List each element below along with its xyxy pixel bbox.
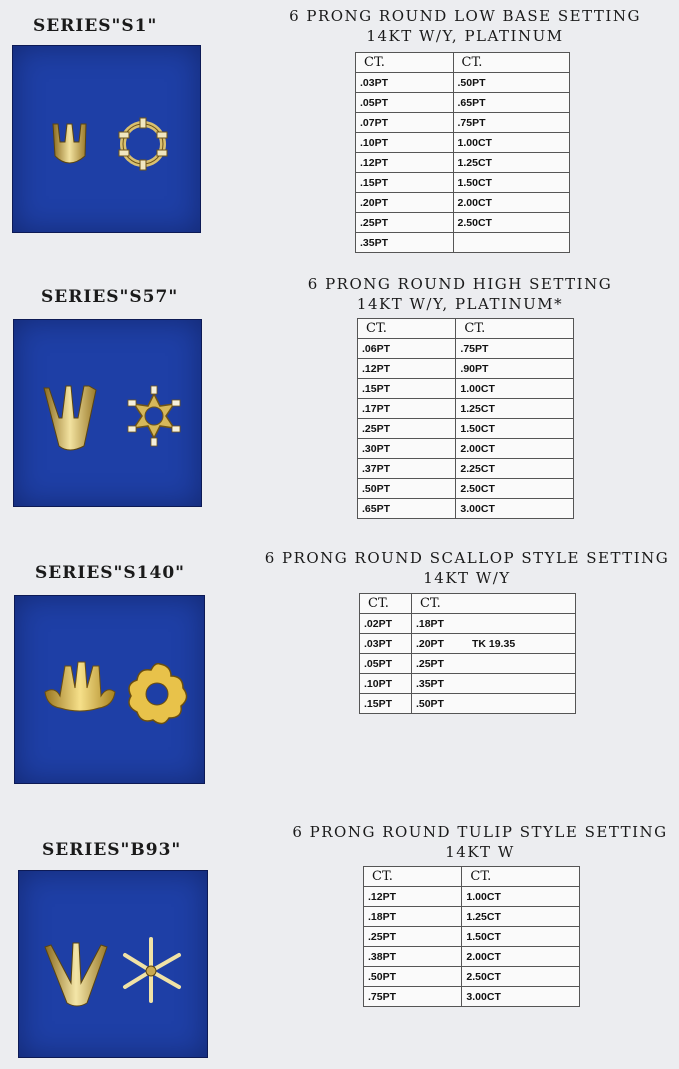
carat-value: .50PT (362, 482, 391, 495)
carat-cell (358, 439, 456, 459)
series-label-s140: SERIES"S140" (35, 563, 186, 583)
carat-value: 1.00CT (466, 890, 501, 903)
setting-title-b93 (285, 822, 675, 862)
carat-cell (462, 967, 580, 987)
carat-value: .37PT (362, 462, 391, 475)
carat-cell (356, 113, 454, 133)
table-row (356, 213, 570, 233)
carat-value: .25PT (368, 930, 397, 943)
setting-title-s57 (265, 274, 655, 314)
carat-cell (356, 173, 454, 193)
carat-value: .65PT (457, 96, 486, 109)
carat-cell (411, 694, 575, 714)
carat-cell (364, 987, 462, 1007)
series-label-s1: SERIES"S1" (33, 16, 158, 36)
column-header: CT. (364, 867, 462, 887)
carat-cell (356, 153, 454, 173)
carat-cell (356, 193, 454, 213)
carat-value: 1.50CT (466, 930, 501, 943)
carat-value: .25PT (362, 422, 391, 435)
column-header: CT. (456, 319, 574, 339)
carat-cell (456, 399, 574, 419)
table-row (360, 634, 576, 654)
carat-value: 2.50CT (460, 482, 495, 495)
carat-table-b93 (363, 866, 580, 1007)
price-note: TK 19.35 (471, 637, 516, 650)
setting-title-s1 (270, 6, 660, 46)
table-row (356, 113, 570, 133)
carat-cell (358, 339, 456, 359)
product-photo-s1 (12, 45, 201, 233)
carat-cell (453, 93, 569, 113)
title-line-1: 6 PRONG ROUND HIGH SETTING (307, 275, 613, 293)
carat-value: .12PT (360, 156, 389, 169)
carat-value: .03PT (360, 76, 389, 89)
carat-value: .50PT (368, 970, 397, 983)
carat-cell (453, 113, 569, 133)
table-row (358, 379, 574, 399)
carat-cell (358, 499, 456, 519)
carat-cell (456, 479, 574, 499)
title-line-1: 6 PRONG ROUND LOW BASE SETTING (289, 7, 641, 25)
carat-cell (358, 459, 456, 479)
carat-table-s1 (355, 52, 570, 253)
table-row (358, 499, 574, 519)
title-line-1: 6 PRONG ROUND SCALLOP STYLE SETTING (264, 549, 670, 567)
carat-value: 1.50CT (457, 176, 492, 189)
title-line-2: 14KT W/Y, PLATINUM (366, 27, 564, 45)
carat-value: .25PT (360, 216, 389, 229)
carat-cell (453, 153, 569, 173)
carat-cell (364, 927, 462, 947)
series-label-s57: SERIES"S57" (41, 287, 179, 307)
carat-value: .12PT (362, 362, 391, 375)
carat-cell (453, 193, 569, 213)
carat-value: .03PT (364, 637, 393, 650)
table-header-row (364, 867, 580, 887)
carat-cell (360, 694, 412, 714)
carat-value: .05PT (364, 657, 393, 670)
column-header: CT. (462, 867, 580, 887)
table-row (356, 233, 570, 253)
column-header: CT. (453, 53, 569, 73)
carat-cell (462, 887, 580, 907)
column-header: CT. (356, 53, 454, 73)
carat-cell (462, 987, 580, 1007)
title-line-2: 14KT W (445, 843, 515, 861)
carat-value: .75PT (368, 990, 397, 1003)
carat-value: 1.25CT (457, 156, 492, 169)
table-header-row (358, 319, 574, 339)
carat-value: .50PT (457, 76, 486, 89)
carat-cell (453, 213, 569, 233)
carat-value: 1.00CT (457, 136, 492, 149)
carat-cell (411, 674, 575, 694)
table-row (364, 887, 580, 907)
table-row (360, 654, 576, 674)
carat-value: .06PT (362, 342, 391, 355)
carat-value: 2.00CT (457, 196, 492, 209)
carat-cell (456, 359, 574, 379)
table-row (358, 479, 574, 499)
carat-cell (411, 654, 575, 674)
table-row (358, 359, 574, 379)
carat-cell (364, 947, 462, 967)
column-header: CT. (360, 594, 412, 614)
carat-value: .65PT (362, 502, 391, 515)
table-row (358, 339, 574, 359)
carat-value: .50PT (415, 697, 444, 710)
table-row (358, 459, 574, 479)
carat-cell (453, 133, 569, 153)
prong-setting-illustration (15, 596, 204, 783)
table-row (358, 399, 574, 419)
table-row (356, 153, 570, 173)
carat-cell (462, 927, 580, 947)
prong-setting-illustration (13, 46, 200, 232)
table-row (358, 419, 574, 439)
carat-cell (453, 173, 569, 193)
table-header-row (360, 594, 576, 614)
carat-value: .25PT (415, 657, 444, 670)
carat-value: 2.50CT (457, 216, 492, 229)
carat-cell (456, 379, 574, 399)
carat-cell (360, 654, 412, 674)
carat-cell (360, 634, 412, 654)
carat-cell (364, 967, 462, 987)
carat-value: .30PT (362, 442, 391, 455)
series-label-b93: SERIES"B93" (42, 840, 182, 860)
title-line-1: 6 PRONG ROUND TULIP STYLE SETTING (292, 823, 668, 841)
table-header-row (356, 53, 570, 73)
table-row (360, 674, 576, 694)
table-row (364, 987, 580, 1007)
carat-cell (358, 379, 456, 399)
carat-cell (364, 887, 462, 907)
product-photo-b93 (18, 870, 208, 1058)
carat-cell (456, 459, 574, 479)
carat-value: .10PT (364, 677, 393, 690)
carat-value: .20PT (360, 196, 389, 209)
table-row (356, 173, 570, 193)
carat-cell (453, 73, 569, 93)
carat-cell (356, 233, 454, 253)
carat-value: .18PT (415, 617, 444, 630)
prong-setting-illustration (19, 871, 207, 1057)
carat-table-s140 (359, 593, 576, 714)
carat-value: .05PT (360, 96, 389, 109)
carat-value: .02PT (364, 617, 393, 630)
carat-value: .15PT (362, 382, 391, 395)
table-row (360, 694, 576, 714)
carat-cell (358, 419, 456, 439)
carat-value: 2.00CT (466, 950, 501, 963)
carat-value: 1.00CT (460, 382, 495, 395)
product-photo-s57 (13, 319, 202, 507)
carat-value: 1.50CT (460, 422, 495, 435)
carat-value: .38PT (368, 950, 397, 963)
title-line-2: 14KT W/Y, PLATINUM* (356, 295, 564, 313)
carat-cell (364, 907, 462, 927)
carat-value: .12PT (368, 890, 397, 903)
carat-cell (356, 93, 454, 113)
carat-value: .17PT (362, 402, 391, 415)
table-row (364, 907, 580, 927)
carat-value: 1.25CT (460, 402, 495, 415)
carat-value: 3.00CT (466, 990, 501, 1003)
carat-value: .15PT (364, 697, 393, 710)
carat-cell (360, 674, 412, 694)
table-row (364, 927, 580, 947)
table-row (356, 133, 570, 153)
carat-cell (453, 233, 569, 253)
carat-cell (411, 634, 575, 654)
setting-title-s140 (262, 548, 672, 588)
carat-value: .20PT (415, 637, 444, 650)
carat-value: .15PT (360, 176, 389, 189)
carat-cell (411, 614, 575, 634)
carat-cell (356, 213, 454, 233)
carat-value: .75PT (460, 342, 489, 355)
prong-setting-illustration (14, 320, 201, 506)
carat-cell (356, 133, 454, 153)
carat-cell (356, 73, 454, 93)
carat-cell (456, 419, 574, 439)
column-header: CT. (411, 594, 575, 614)
carat-value: .75PT (457, 116, 486, 129)
table-row (356, 193, 570, 213)
carat-cell (358, 399, 456, 419)
title-line-2: 14KT W/Y (423, 569, 511, 587)
table-row (358, 439, 574, 459)
table-row (356, 93, 570, 113)
carat-value: .35PT (360, 236, 389, 249)
table-row (356, 73, 570, 93)
product-photo-s140 (14, 595, 205, 784)
table-row (364, 967, 580, 987)
carat-cell (456, 439, 574, 459)
table-row (364, 947, 580, 967)
carat-table-s57 (357, 318, 574, 519)
carat-value: .10PT (360, 136, 389, 149)
carat-value: .35PT (415, 677, 444, 690)
carat-value: .07PT (360, 116, 389, 129)
carat-cell (358, 479, 456, 499)
carat-cell (360, 614, 412, 634)
carat-value: 2.50CT (466, 970, 501, 983)
table-row (360, 614, 576, 634)
carat-cell (358, 359, 456, 379)
carat-cell (462, 947, 580, 967)
carat-value: .18PT (368, 910, 397, 923)
carat-value: 2.25CT (460, 462, 495, 475)
carat-cell (462, 907, 580, 927)
column-header: CT. (358, 319, 456, 339)
carat-cell (456, 499, 574, 519)
carat-value: .90PT (460, 362, 489, 375)
carat-value: 2.00CT (460, 442, 495, 455)
carat-value: 1.25CT (466, 910, 501, 923)
carat-value: 3.00CT (460, 502, 495, 515)
carat-cell (456, 339, 574, 359)
